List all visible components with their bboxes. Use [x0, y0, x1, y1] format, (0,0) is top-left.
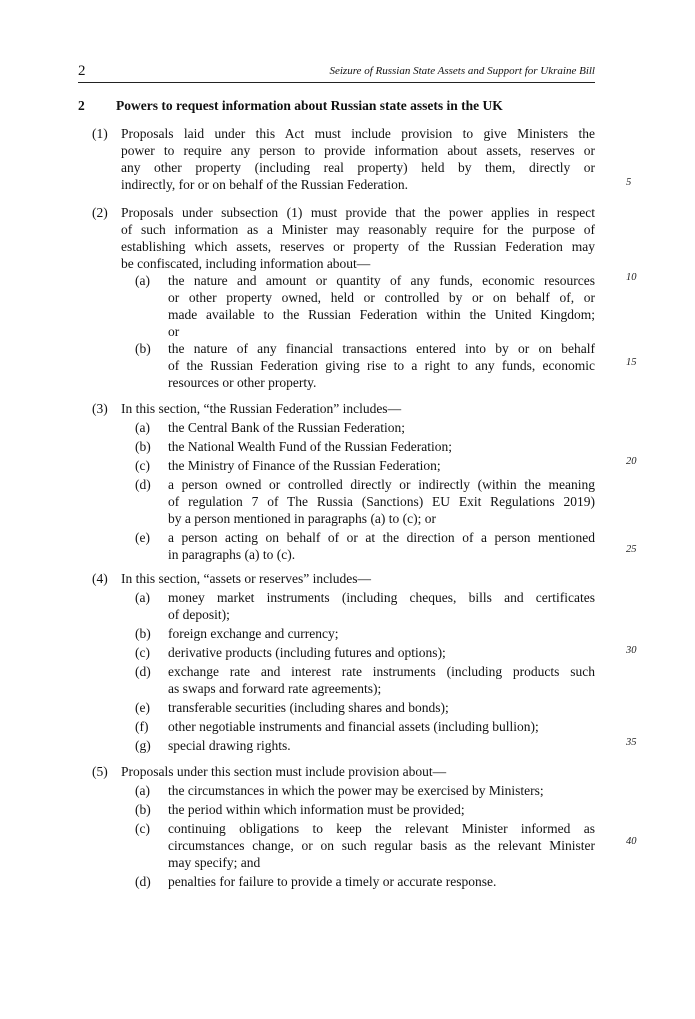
page-header — [78, 64, 595, 83]
subsection-number: (2) — [92, 205, 108, 220]
text-line: by a person mentioned in paragraphs (a) to (c); or — [168, 511, 437, 526]
paragraph-label: (a) — [135, 273, 150, 288]
text-line: In this section, “assets or reserves” includes— — [121, 571, 372, 586]
paragraph-label: (c) — [135, 821, 150, 836]
line-number: 10 — [626, 272, 637, 283]
paragraph-a — [121, 589, 595, 623]
text-line: special drawing rights. — [168, 738, 291, 753]
line-number: 25 — [626, 544, 637, 555]
paragraph-e — [121, 529, 595, 563]
text-line: the Ministry of Finance of the Russian Federation; — [168, 458, 441, 473]
text-line: of deposit); — [168, 607, 230, 622]
text-line: the period within which information must be provided; — [168, 802, 465, 817]
subsection-number: (5) — [92, 764, 108, 779]
text-line: other negotiable instruments and financial assets (including bullion); — [168, 719, 539, 734]
text-line: as swaps and forward rate agreements); — [168, 681, 382, 696]
paragraph-label: (a) — [135, 783, 150, 798]
paragraph-a — [121, 782, 595, 799]
text-line: circumstances change, or on such regular basis as the relevant Minister — [168, 838, 595, 853]
subsection-1 — [78, 125, 595, 193]
text-line: money market instruments (including cheques, bills and certificates — [168, 590, 595, 605]
paragraph-c — [121, 644, 595, 661]
subsection-4 — [78, 570, 595, 754]
paragraph-c — [121, 457, 595, 474]
paragraph-label: (b) — [135, 439, 151, 454]
text-line: resources or other property. — [168, 375, 317, 390]
paragraph-label: (a) — [135, 420, 150, 435]
paragraph-d — [121, 663, 595, 697]
text-line: a person owned or controlled directly or indirectly (within the meaning — [168, 477, 595, 492]
paragraph-c — [121, 820, 595, 871]
paragraph-label: (b) — [135, 802, 151, 817]
paragraph-d — [121, 476, 595, 527]
text-line: establishing which assets, reserves or property of the Russian Federation may — [121, 239, 595, 254]
paragraph-label: (g) — [135, 738, 151, 753]
paragraph-label: (d) — [135, 477, 151, 492]
text-line: foreign exchange and currency; — [168, 626, 339, 641]
paragraph-label: (a) — [135, 590, 150, 605]
text-line: may specify; and — [168, 855, 261, 870]
paragraph-label: (d) — [135, 874, 151, 889]
subsection-number: (1) — [92, 126, 108, 141]
text-line: Proposals under subsection (1) must provide that the power applies in respect — [121, 205, 595, 220]
text-line: the nature and amount or quantity of any funds, economic resources — [168, 273, 595, 288]
paragraph-b — [121, 801, 595, 818]
paragraph-b — [121, 625, 595, 642]
line-number: 15 — [626, 357, 637, 368]
line-number: 5 — [626, 177, 632, 188]
paragraph-g — [121, 737, 595, 754]
text-line: a person acting on behalf of or at the direction of a person mentioned — [168, 530, 595, 545]
text-line: the nature of any financial transactions entered into by or on behalf — [168, 341, 595, 356]
line-number: 30 — [626, 645, 637, 656]
page-number: 2 — [78, 63, 86, 79]
running-title: Seizure of Russian State Assets and Support for Ukraine Bill — [329, 65, 595, 77]
subsection-2 — [78, 204, 595, 391]
text-line: In this section, “the Russian Federation” includes— — [121, 401, 402, 416]
text-line: the National Wealth Fund of the Russian Federation; — [168, 439, 452, 454]
text-line: the Central Bank of the Russian Federation; — [168, 420, 405, 435]
paragraph-b — [121, 340, 595, 391]
paragraph-label: (b) — [135, 626, 151, 641]
paragraph-label: (d) — [135, 664, 151, 679]
paragraph-b — [121, 438, 595, 455]
paragraph-a — [121, 272, 595, 340]
text-line: power to require any person to provide information about assets, reserves or — [121, 143, 595, 158]
text-line: of the Russian Federation giving rise to a right to any funds, economic — [168, 358, 595, 373]
paragraph-f — [121, 718, 595, 735]
line-number: 20 — [626, 456, 637, 467]
paragraph-label: (c) — [135, 458, 150, 473]
text-line: derivative products (including futures and options); — [168, 645, 446, 660]
text-line: made available to the Russian Federation within the United Kingdom; — [168, 307, 595, 322]
text-line: penalties for failure to provide a timely or accurate response. — [168, 874, 497, 889]
text-line: in paragraphs (a) to (c). — [168, 547, 296, 562]
line-number: 40 — [626, 836, 637, 847]
text-line: exchange rate and interest rate instruments (including products such — [168, 664, 595, 679]
text-line: indirectly, for or on behalf of the Russian Federation. — [121, 177, 409, 192]
text-line: or other property owned, held or controlled by or on behalf of, or — [168, 290, 595, 305]
text-line: Proposals under this section must include provision about— — [121, 764, 447, 779]
paragraph-label: (e) — [135, 700, 150, 715]
subsection-number: (4) — [92, 571, 108, 586]
paragraph-e — [121, 699, 595, 716]
text-line: Proposals laid under this Act must include provision to give Ministers the — [121, 126, 595, 141]
section-title: Powers to request information about Russian state assets in the UK — [116, 98, 503, 113]
subsection-5 — [78, 763, 595, 890]
paragraph-d — [121, 873, 595, 890]
text-line: or — [168, 324, 180, 339]
paragraph-label: (f) — [135, 719, 149, 734]
text-line: any other property (including real property) held by them, directly or — [121, 160, 595, 175]
subsection-number: (3) — [92, 401, 108, 416]
text-line: continuing obligations to keep the relevant Minister informed as — [168, 821, 595, 836]
section-number: 2 — [78, 98, 85, 113]
paragraph-a — [121, 419, 595, 436]
paragraph-label: (b) — [135, 341, 151, 356]
text-line: of regulation 7 of The Russia (Sanctions) EU Exit Regulations 2019) — [168, 494, 595, 509]
text-line: be confiscated, including information about— — [121, 256, 371, 271]
paragraph-label: (c) — [135, 645, 150, 660]
text-line: transferable securities (including shares and bonds); — [168, 700, 449, 715]
text-line: the circumstances in which the power may be exercised by Ministers; — [168, 783, 544, 798]
text-line: of such information as a Minister may reasonably require for the purpose of — [121, 222, 595, 237]
subsection-3 — [78, 400, 595, 563]
paragraph-label: (e) — [135, 530, 150, 545]
line-number: 35 — [626, 737, 637, 748]
